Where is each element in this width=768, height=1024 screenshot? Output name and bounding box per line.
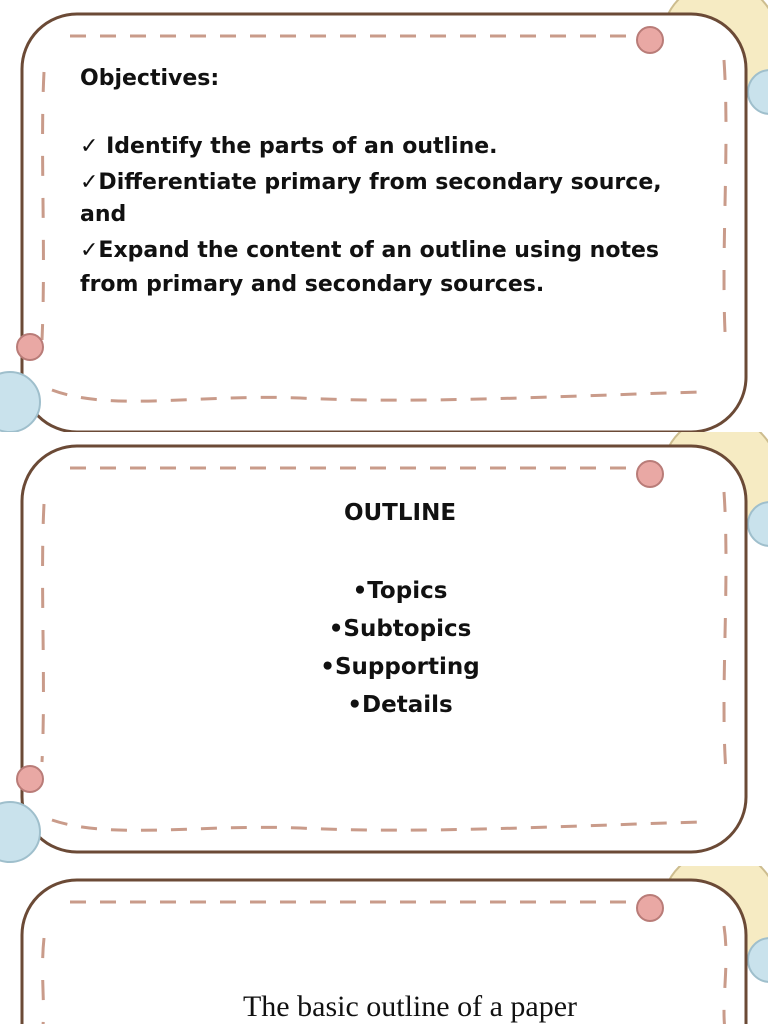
pink-dot-icon bbox=[637, 461, 663, 487]
pink-dot-icon bbox=[17, 766, 43, 792]
outline-item: •Subtopics bbox=[328, 616, 472, 642]
pink-dot-icon bbox=[637, 895, 663, 921]
objective-line: and bbox=[80, 202, 127, 227]
objective-line: ✓Differentiate primary from secondary source, bbox=[80, 170, 662, 195]
slide-objectives bbox=[0, 0, 768, 432]
objective-line: ✓Expand the content of an outline using notes bbox=[80, 238, 659, 263]
outline-item: •Supporting bbox=[320, 654, 480, 680]
objectives-title: Objectives: bbox=[80, 66, 220, 91]
pink-dot-icon bbox=[17, 334, 43, 360]
slide-paper-outline bbox=[0, 866, 768, 1024]
outline-item: •Details bbox=[347, 692, 453, 718]
objective-line: ✓ Identify the parts of an outline. bbox=[80, 134, 498, 159]
pink-dot-icon bbox=[637, 27, 663, 53]
slide-outline bbox=[0, 432, 768, 866]
outline-heading: OUTLINE bbox=[343, 500, 457, 526]
objective-line: from primary and secondary sources. bbox=[80, 272, 545, 297]
outline-item: •Topics bbox=[352, 578, 448, 604]
paper-outline-title: The basic outline of a paper bbox=[242, 990, 578, 1023]
